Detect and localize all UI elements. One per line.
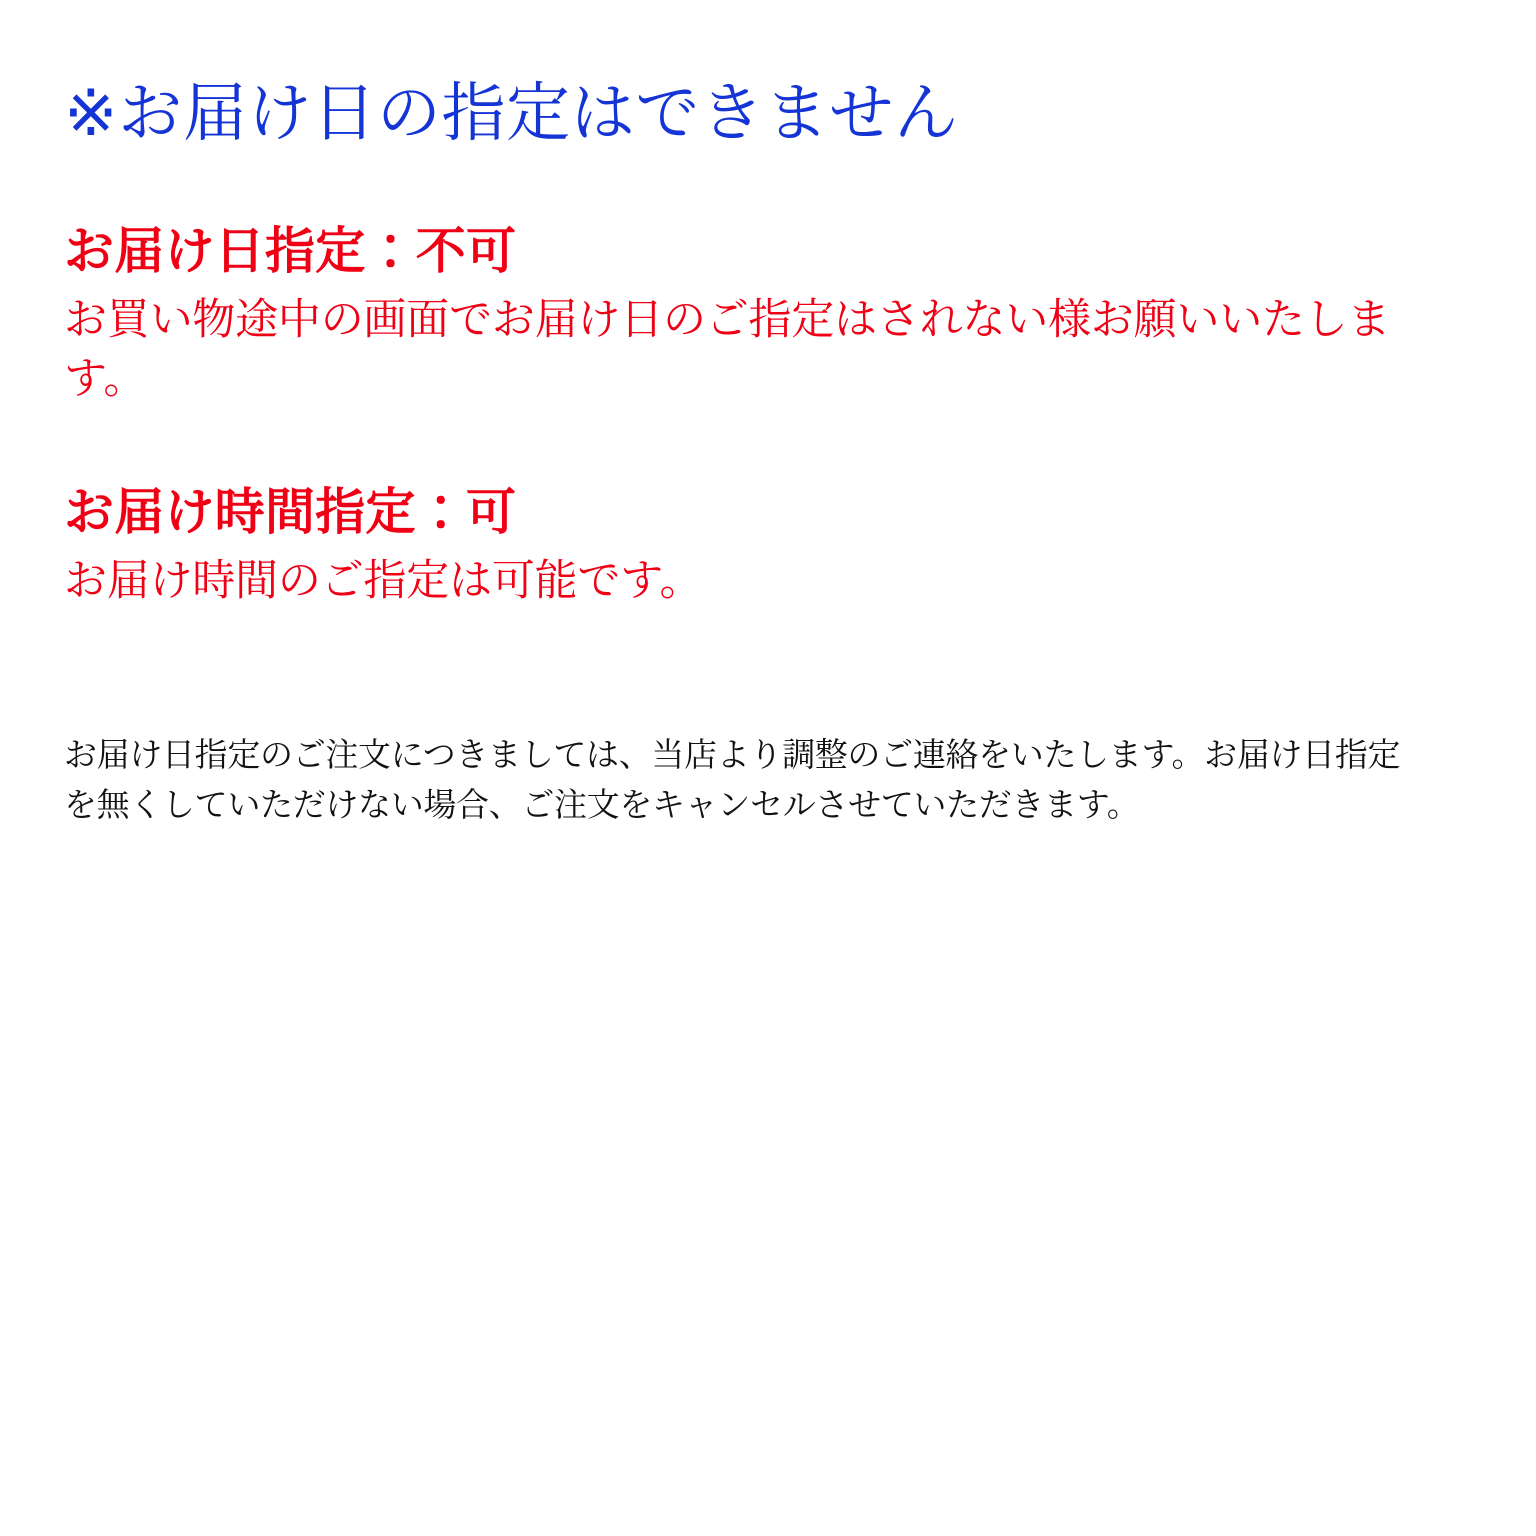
delivery-time-heading: お届け時間指定：可 bbox=[64, 484, 517, 541]
delivery-time-section bbox=[64, 483, 1426, 611]
delivery-date-section bbox=[64, 222, 1426, 410]
cancellation-footnote: お届け日指定のご注文につきましては、当店より調整のご連絡をいたします。お届け日指定を無くしていただけない場合、ご注文をキャンセルさせていただきます。 bbox=[64, 735, 1401, 823]
page-title: ※お届け日の指定はできません bbox=[64, 77, 959, 149]
delivery-date-description: お買い物途中の画面でお届け日のご指定はされない様お願いいたします。 bbox=[64, 295, 1391, 403]
delivery-time-description: お届け時間のご指定は可能です。 bbox=[64, 557, 703, 606]
delivery-date-heading: お届け日指定：不可 bbox=[64, 222, 517, 279]
